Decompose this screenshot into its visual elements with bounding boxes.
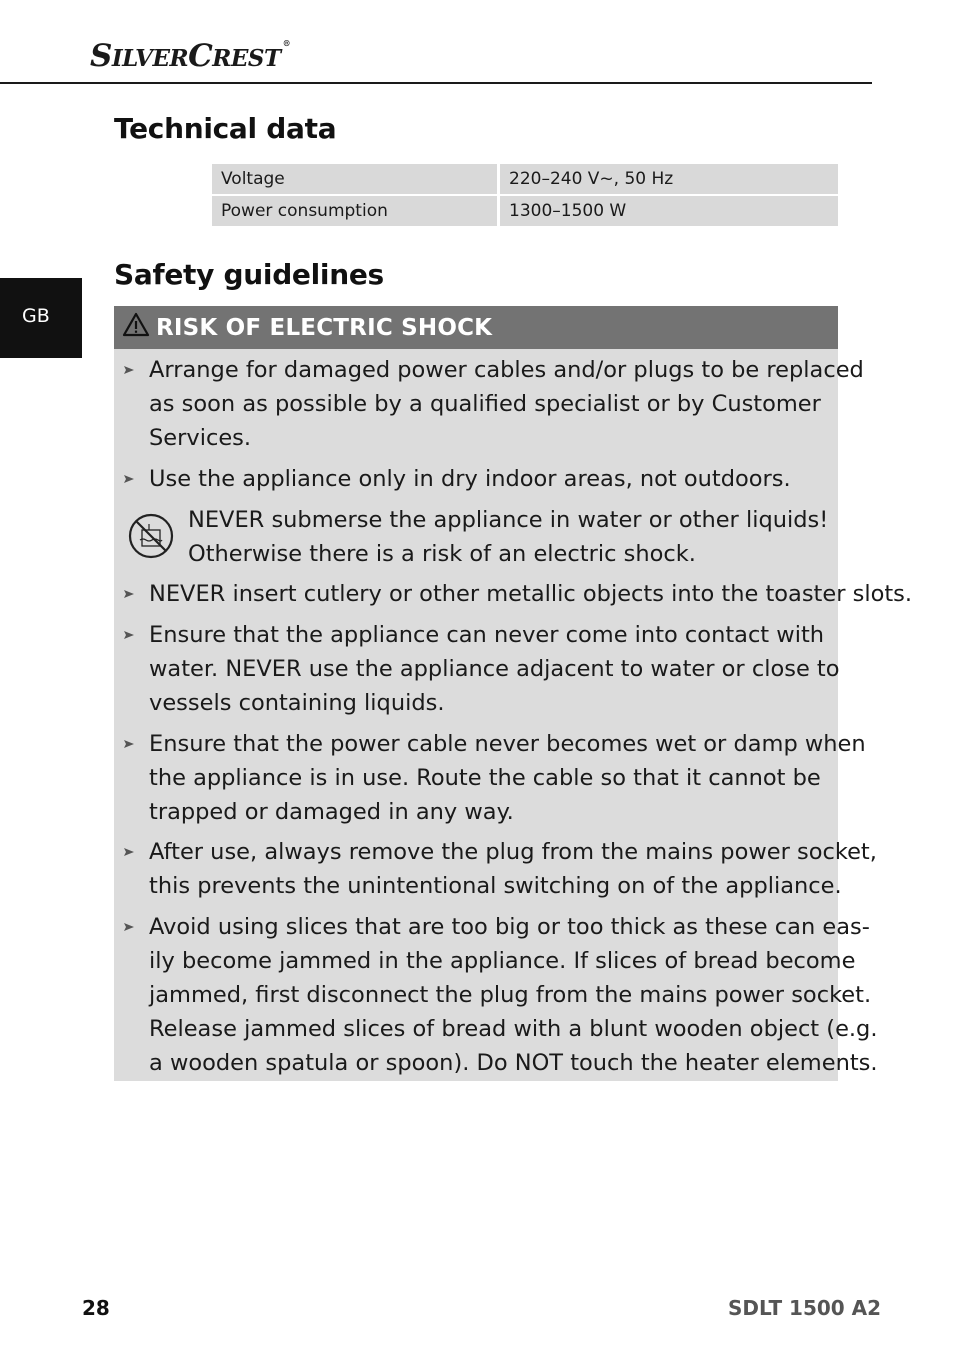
list-item: Ensure that the appliance can never come into contact with water. NEVER use the appliance adjacent to water or close to vessels containing liquids. [149,622,840,716]
list-item: After use, always remove the plug from the mains power socket, this prevents the unintentional switching on of the appliance. [149,839,877,899]
warning-title: RISK OF ELECTRIC SHOCK [156,315,493,341]
language-tab [0,278,82,358]
bullet-arrow-icon [123,727,137,761]
warning-triangle-icon [122,312,150,344]
safety-guidelines-heading: Safety guidelines [114,258,384,291]
model-number: SDLT 1500 A2 [728,1296,882,1320]
list-item: Arrange for damaged power cables and/or plugs to be replaced as soon as possible by a qualified specialist or by Customer Services. [149,357,864,451]
table-row [212,164,838,194]
table-cell-value: 220–240 V~, 50 Hz [500,164,838,194]
table-row [212,196,838,226]
bullet-arrow-icon [123,835,137,869]
brand-logo: SILVERCREST® [90,38,291,74]
bullet-arrow-icon [123,618,137,652]
list-item: NEVER submerse the appliance in water or other liquids! Otherwise there is a risk of an electric shock. [188,507,829,567]
warning-header [114,306,838,349]
no-immersion-icon [127,512,175,564]
language-code: GB [22,305,50,327]
list-item: Use the appliance only in dry indoor areas, not outdoors. [149,466,791,492]
table-cell-label: Power consumption [212,196,500,226]
header-rule [0,82,872,84]
technical-data-table [212,162,838,228]
list-item: Avoid using slices that are too big or too thick as these can eas- ily become jammed in the appliance. If slices of bread become jammed, first disconnect the plug from the mains power socket. Release jammed slices of bread with a blunt wooden object (e.g. a wooden spatula or spoon). Do NOT touch the heater elements. [149,914,878,1076]
bullet-arrow-icon [123,910,137,944]
bullet-arrow-icon [123,462,137,496]
bullet-arrow-icon [123,577,137,611]
page-number: 28 [82,1296,110,1320]
list-item: Ensure that the power cable never becomes wet or damp when the appliance is in use. Route the cable so that it cannot be trapped or damaged in any way. [149,731,866,825]
table-cell-value: 1300–1500 W [500,196,838,226]
bullet-arrow-icon [123,353,137,387]
table-cell-label: Voltage [212,164,500,194]
list-item: NEVER insert cutlery or other metallic objects into the toaster slots. [149,581,913,607]
technical-data-heading: Technical data [114,112,337,145]
